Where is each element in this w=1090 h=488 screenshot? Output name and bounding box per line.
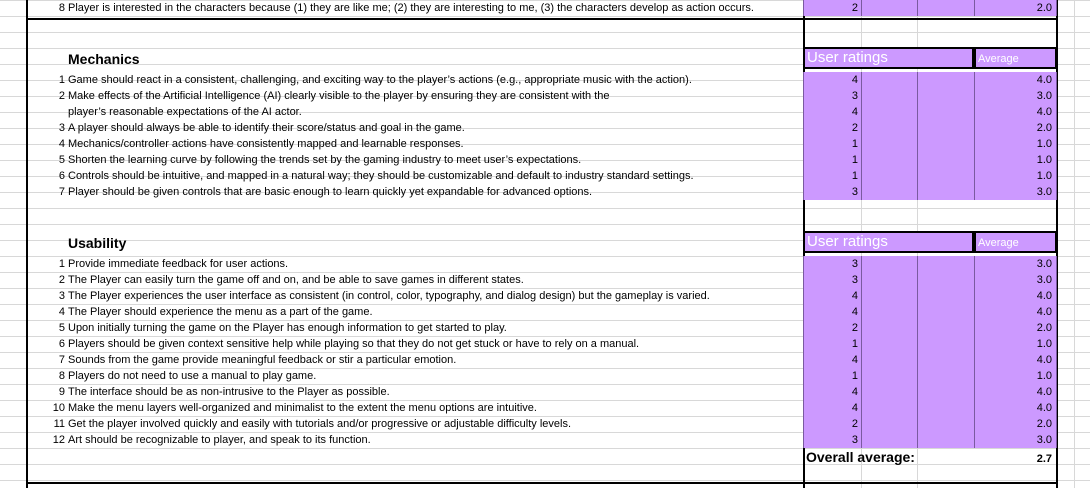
row-number: 7 xyxy=(58,354,65,366)
rating-value[interactable]: 2 xyxy=(851,322,858,334)
user-ratings-header: User ratings xyxy=(803,47,974,69)
criterion-text: Players should be given context sensitive help while playing so that they do not get stuck or have to rely on a manual. xyxy=(68,338,640,350)
criterion-text: Get the player involved quickly and easily with tutorials and/or progressive or adjustable difficulty levels. xyxy=(68,418,571,430)
rating-value[interactable]: 4 xyxy=(851,306,858,318)
rating-cell-divider xyxy=(861,168,918,184)
row-number: 6 xyxy=(58,170,65,182)
average-value[interactable]: 4.0 xyxy=(1036,354,1052,366)
rating-value[interactable]: 2 xyxy=(851,418,858,430)
row-number: 6 xyxy=(58,338,65,350)
criterion-text: Players do not need to use a manual to play game. xyxy=(68,370,317,382)
row-number: 4 xyxy=(58,306,65,318)
rating-cell-divider xyxy=(917,336,975,352)
criterion-text: Controls should be intuitive, and mapped in a natural way; they should be customizable and default to industry standard settings. xyxy=(68,170,694,182)
average-value[interactable]: 2.0 xyxy=(1036,418,1052,430)
criterion-text: Make the menu layers well-organized and minimalist to the extent the menu options are intuitive. xyxy=(68,402,537,414)
rating-cell-divider xyxy=(861,400,918,416)
rating-value[interactable]: 3 xyxy=(851,434,858,446)
rating-cell-divider xyxy=(861,152,918,168)
usability-row[interactable] xyxy=(0,336,1090,352)
row-number: 3 xyxy=(58,290,65,302)
rating-value[interactable]: 1 xyxy=(851,170,858,182)
criterion-text: A player should always be able to identify their score/status and goal in the game. xyxy=(68,122,465,134)
criterion-text: The Player should experience the menu as a part of the game. xyxy=(68,306,373,318)
rating-cell-divider xyxy=(917,72,975,88)
rating-cell-divider xyxy=(861,384,918,400)
rating-value[interactable]: 4 xyxy=(851,402,858,414)
average-value[interactable]: 3.0 xyxy=(1036,258,1052,270)
rating-cell-divider xyxy=(861,256,918,272)
rating-value[interactable]: 3 xyxy=(851,90,858,102)
criterion-text: Player should be given controls that are basic enough to learn quickly yet expandable for advanced options. xyxy=(68,186,593,198)
rating-cell-divider xyxy=(861,368,918,384)
rating-value[interactable]: 1 xyxy=(851,138,858,150)
criterion-text: Sounds from the game provide meaningful feedback or stir a particular emotion. xyxy=(68,354,457,366)
usability-row[interactable] xyxy=(0,384,1090,400)
average-value[interactable]: 1.0 xyxy=(1036,138,1052,150)
average-value[interactable]: 4.0 xyxy=(1036,290,1052,302)
usability-row[interactable] xyxy=(0,272,1090,288)
rating-value[interactable]: 4 xyxy=(851,106,858,118)
rating-cell-divider xyxy=(861,336,918,352)
row-number: 11 xyxy=(53,418,65,430)
row-number: 2 xyxy=(58,90,65,102)
row-number: 5 xyxy=(58,322,65,334)
average-value[interactable]: 4.0 xyxy=(1036,402,1052,414)
rating-cell-divider xyxy=(861,320,918,336)
row-number: 2 xyxy=(58,274,65,286)
criterion-text: The Player can easily turn the game off and on, and be able to save games in different states. xyxy=(68,274,524,286)
rating-cell-divider xyxy=(861,72,918,88)
rating-cell-divider xyxy=(917,104,975,120)
rating-cell-divider xyxy=(917,184,975,200)
overall-average-value[interactable]: 2.7 xyxy=(1036,453,1052,465)
criterion-text: Shorten the learning curve by following the trends set by the gaming industry to meet user’s expectations. xyxy=(68,154,582,166)
average-value[interactable]: 4.0 xyxy=(1036,306,1052,318)
rating-value[interactable]: 4 xyxy=(851,290,858,302)
rating-cell-divider xyxy=(917,0,975,16)
rating-cell-divider xyxy=(917,304,975,320)
rating-cell-divider xyxy=(861,88,918,104)
rating-cell-divider xyxy=(917,88,975,104)
mechanics-row[interactable] xyxy=(0,136,1090,152)
criterion-text: Provide immediate feedback for user actions. xyxy=(68,258,289,270)
rating-cell-divider xyxy=(917,352,975,368)
average-value[interactable]: 2.0 xyxy=(1036,2,1052,14)
rating-cell-divider xyxy=(861,352,918,368)
average-value[interactable]: 1.0 xyxy=(1036,338,1052,350)
mechanics-row[interactable] xyxy=(0,104,1090,120)
rating-cell-divider xyxy=(861,272,918,288)
row-number: 9 xyxy=(58,386,65,398)
rating-value[interactable]: 4 xyxy=(851,386,858,398)
average-value[interactable]: 4.0 xyxy=(1036,106,1052,118)
row-number: 1 xyxy=(58,258,65,270)
rating-cell-divider xyxy=(917,416,975,432)
rating-cell-divider xyxy=(917,152,975,168)
row-number: 4 xyxy=(58,138,65,150)
rating-cell-divider xyxy=(917,400,975,416)
usability-title: Usability xyxy=(68,235,127,251)
rating-value[interactable]: 2 xyxy=(851,2,858,14)
average-value[interactable]: 3.0 xyxy=(1036,274,1052,286)
mechanics-row[interactable] xyxy=(0,184,1090,200)
row-number: 8 xyxy=(58,2,65,14)
rating-value[interactable]: 4 xyxy=(851,354,858,366)
row-number: 1 xyxy=(58,74,65,86)
usability-row[interactable] xyxy=(0,368,1090,384)
usability-row[interactable] xyxy=(0,352,1090,368)
usability-row[interactable] xyxy=(0,416,1090,432)
criterion-text: Game should react in a consistent, challenging, and exciting way to the player’s actions (e.g., appropriate music with the action). xyxy=(68,74,692,86)
average-value[interactable]: 4.0 xyxy=(1036,74,1052,86)
usability-row[interactable] xyxy=(0,304,1090,320)
usability-row[interactable] xyxy=(0,432,1090,448)
usability-row[interactable] xyxy=(0,256,1090,272)
criterion-text: player’s reasonable expectations of the AI actor. xyxy=(68,106,302,118)
mechanics-row[interactable] xyxy=(0,168,1090,184)
mechanics-title: Mechanics xyxy=(68,51,140,67)
criterion-text: Art should be recognizable to player, and speak to its function. xyxy=(68,434,371,446)
rating-cell-divider xyxy=(861,288,918,304)
rating-cell-divider xyxy=(917,320,975,336)
rating-cell-divider xyxy=(917,384,975,400)
average-value[interactable]: 4.0 xyxy=(1036,386,1052,398)
border-bottom xyxy=(26,482,1057,484)
usability-row[interactable] xyxy=(0,400,1090,416)
criterion-text: Player is interested in the characters because (1) they are like me; (2) they are interesting to me, (3) the characters develop as action occurs. xyxy=(68,2,754,14)
usability-row[interactable] xyxy=(0,320,1090,336)
average-value[interactable]: 3.0 xyxy=(1036,186,1052,198)
average-value[interactable]: 3.0 xyxy=(1036,434,1052,446)
rating-cell-divider xyxy=(861,432,918,448)
average-value[interactable]: 2.0 xyxy=(1036,122,1052,134)
usability-row[interactable] xyxy=(0,288,1090,304)
criterion-text: The interface should be as non-intrusive to the Player as possible. xyxy=(68,386,390,398)
rating-value[interactable]: 1 xyxy=(851,154,858,166)
rating-cell-divider xyxy=(917,432,975,448)
overall-average-label: Overall average: xyxy=(806,449,915,465)
rating-value[interactable]: 1 xyxy=(851,370,858,382)
user-ratings-header: User ratings xyxy=(803,231,974,253)
rating-cell-divider xyxy=(917,368,975,384)
average-value[interactable]: 1.0 xyxy=(1036,370,1052,382)
criterion-text: Upon initially turning the game on the Player has enough information to get started to play. xyxy=(68,322,507,334)
rating-cell-divider xyxy=(861,304,918,320)
rating-cell-divider xyxy=(917,256,975,272)
rating-cell-divider xyxy=(917,136,975,152)
criterion-text: Make effects of the Artificial Intelligence (AI) clearly visible to the player by ensuring they are consistent with the xyxy=(68,90,610,102)
rating-value[interactable]: 3 xyxy=(851,186,858,198)
mechanics-row[interactable] xyxy=(0,152,1090,168)
mechanics-row[interactable] xyxy=(0,72,1090,88)
rating-value[interactable]: 4 xyxy=(851,74,858,86)
average-value[interactable]: 1.0 xyxy=(1036,154,1052,166)
average-header: Average xyxy=(974,47,1057,69)
row-number: 7 xyxy=(58,186,65,198)
rating-value[interactable]: 3 xyxy=(851,274,858,286)
rating-value[interactable]: 3 xyxy=(851,258,858,270)
story-row-8[interactable] xyxy=(0,0,1090,16)
average-header: Average xyxy=(974,231,1057,253)
rating-cell-divider xyxy=(861,120,918,136)
average-value[interactable]: 2.0 xyxy=(1036,322,1052,334)
average-value[interactable]: 3.0 xyxy=(1036,90,1052,102)
rating-cell-divider xyxy=(917,168,975,184)
rating-cell-divider xyxy=(861,104,918,120)
mechanics-row[interactable] xyxy=(0,88,1090,104)
rating-cell-divider xyxy=(917,272,975,288)
rating-cell-divider xyxy=(861,416,918,432)
criterion-text: The Player experiences the user interface as consistent (in control, color, typography, and dialog design) but the gameplay is varied. xyxy=(68,290,710,302)
row-number: 12 xyxy=(52,434,65,446)
row-number: 3 xyxy=(58,122,65,134)
border-section-top xyxy=(26,18,1057,20)
mechanics-row[interactable] xyxy=(0,120,1090,136)
row-number: 5 xyxy=(58,154,65,166)
rating-cell-divider xyxy=(861,184,918,200)
rating-cell-divider xyxy=(917,288,975,304)
rating-value[interactable]: 1 xyxy=(851,338,858,350)
criterion-text: Mechanics/controller actions have consistently mapped and learnable responses. xyxy=(68,138,464,150)
rating-value[interactable]: 2 xyxy=(851,122,858,134)
row-number: 8 xyxy=(58,370,65,382)
average-value[interactable]: 1.0 xyxy=(1036,170,1052,182)
rating-cell-divider xyxy=(861,0,918,16)
row-number: 10 xyxy=(52,402,65,414)
rating-cell-divider xyxy=(861,136,918,152)
rating-cell-divider xyxy=(917,120,975,136)
